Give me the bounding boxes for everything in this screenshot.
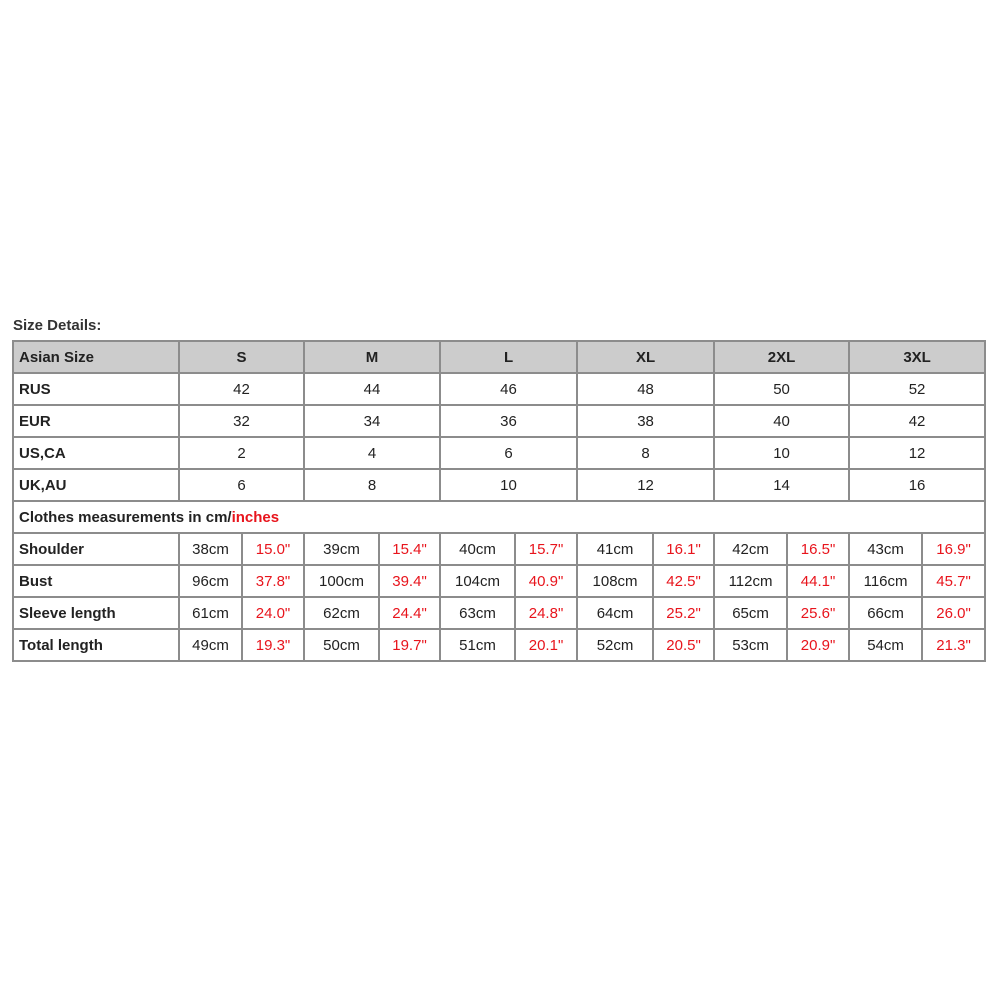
table-cell: 52 <box>849 373 985 405</box>
inch-cell: 45.7" <box>922 565 985 597</box>
cm-cell: 116cm <box>849 565 922 597</box>
cm-cell: 54cm <box>849 629 922 661</box>
inch-cell: 15.0" <box>242 533 304 565</box>
inch-cell: 25.6" <box>787 597 849 629</box>
section-title-inches: inches <box>231 508 280 526</box>
cm-cell: 65cm <box>714 597 787 629</box>
cm-cell: 43cm <box>849 533 922 565</box>
table-cell: 36 <box>440 405 577 437</box>
table-cell: 42 <box>179 373 304 405</box>
table-cell: 42 <box>849 405 985 437</box>
cm-cell: 42cm <box>714 533 787 565</box>
inch-cell: 19.7" <box>379 629 440 661</box>
table-cell: 16 <box>849 469 985 501</box>
inch-cell: 40.9" <box>515 565 577 597</box>
inch-cell: 15.4" <box>379 533 440 565</box>
table-cell: 40 <box>714 405 849 437</box>
table-cell: 46 <box>440 373 577 405</box>
cm-cell: 108cm <box>577 565 653 597</box>
row-label-uk-au: UK,AU <box>13 469 179 501</box>
cm-cell: 100cm <box>304 565 379 597</box>
table-cell: 6 <box>179 469 304 501</box>
conversion-row-us-ca <box>13 437 985 469</box>
conversion-row-rus <box>13 373 985 405</box>
size-header-m: M <box>304 341 440 373</box>
inch-cell: 20.1" <box>515 629 577 661</box>
cm-cell: 63cm <box>440 597 515 629</box>
table-cell: 34 <box>304 405 440 437</box>
size-header-2xl: 2XL <box>714 341 849 373</box>
measurements-section-row <box>13 501 985 533</box>
table-cell: 8 <box>304 469 440 501</box>
size-header-l: L <box>440 341 577 373</box>
table-cell: 44 <box>304 373 440 405</box>
cm-cell: 104cm <box>440 565 515 597</box>
inch-cell: 16.9" <box>922 533 985 565</box>
row-label-us-ca: US,CA <box>13 437 179 469</box>
table-cell: 14 <box>714 469 849 501</box>
cm-cell: 49cm <box>179 629 242 661</box>
table-cell: 6 <box>440 437 577 469</box>
inch-cell: 20.5" <box>653 629 714 661</box>
inch-cell: 15.7" <box>515 533 577 565</box>
inch-cell: 16.5" <box>787 533 849 565</box>
inch-cell: 24.8" <box>515 597 577 629</box>
measurement-row-sleeve-length <box>13 597 985 629</box>
table-cell: 32 <box>179 405 304 437</box>
cm-cell: 64cm <box>577 597 653 629</box>
row-label-total-length: Total length <box>13 629 179 661</box>
table-cell: 10 <box>714 437 849 469</box>
table-cell: 12 <box>849 437 985 469</box>
table-cell: 38 <box>577 405 714 437</box>
measurement-row-bust <box>13 565 985 597</box>
conversion-row-eur <box>13 405 985 437</box>
row-label-sleeve-length: Sleeve length <box>13 597 179 629</box>
measurement-row-shoulder <box>13 533 985 565</box>
cm-cell: 62cm <box>304 597 379 629</box>
table-cell: 2 <box>179 437 304 469</box>
cm-cell: 38cm <box>179 533 242 565</box>
size-header-row <box>13 341 985 373</box>
cm-cell: 53cm <box>714 629 787 661</box>
row-label-shoulder: Shoulder <box>13 533 179 565</box>
cm-cell: 41cm <box>577 533 653 565</box>
size-chart-table <box>12 340 986 662</box>
row-label-bust: Bust <box>13 565 179 597</box>
table-cell: 4 <box>304 437 440 469</box>
cm-cell: 112cm <box>714 565 787 597</box>
inch-cell: 21.3" <box>922 629 985 661</box>
section-title-prefix: Clothes measurements in cm/ <box>19 508 232 526</box>
table-cell: 48 <box>577 373 714 405</box>
size-header-s: S <box>179 341 304 373</box>
inch-cell: 26.0" <box>922 597 985 629</box>
cm-cell: 66cm <box>849 597 922 629</box>
inch-cell: 25.2" <box>653 597 714 629</box>
inch-cell: 24.4" <box>379 597 440 629</box>
cm-cell: 39cm <box>304 533 379 565</box>
inch-cell: 16.1" <box>653 533 714 565</box>
cm-cell: 61cm <box>179 597 242 629</box>
inch-cell: 37.8" <box>242 565 304 597</box>
inch-cell: 19.3" <box>242 629 304 661</box>
measurement-row-total-length <box>13 629 985 661</box>
conversion-row-uk-au <box>13 469 985 501</box>
cm-cell: 51cm <box>440 629 515 661</box>
row-label-eur: EUR <box>13 405 179 437</box>
size-header-3xl: 3XL <box>849 341 985 373</box>
row-label-rus: RUS <box>13 373 179 405</box>
table-cell: 10 <box>440 469 577 501</box>
inch-cell: 42.5" <box>653 565 714 597</box>
table-cell: 50 <box>714 373 849 405</box>
inch-cell: 24.0" <box>242 597 304 629</box>
inch-cell: 39.4" <box>379 565 440 597</box>
cm-cell: 40cm <box>440 533 515 565</box>
cm-cell: 52cm <box>577 629 653 661</box>
cm-cell: 96cm <box>179 565 242 597</box>
inch-cell: 44.1" <box>787 565 849 597</box>
table-cell: 12 <box>577 469 714 501</box>
size-details-caption: Size Details: <box>13 317 102 334</box>
table-cell: 8 <box>577 437 714 469</box>
asian-size-header: Asian Size <box>13 341 179 373</box>
measurements-section-title <box>13 501 985 533</box>
cm-cell: 50cm <box>304 629 379 661</box>
size-header-xl: XL <box>577 341 714 373</box>
inch-cell: 20.9" <box>787 629 849 661</box>
